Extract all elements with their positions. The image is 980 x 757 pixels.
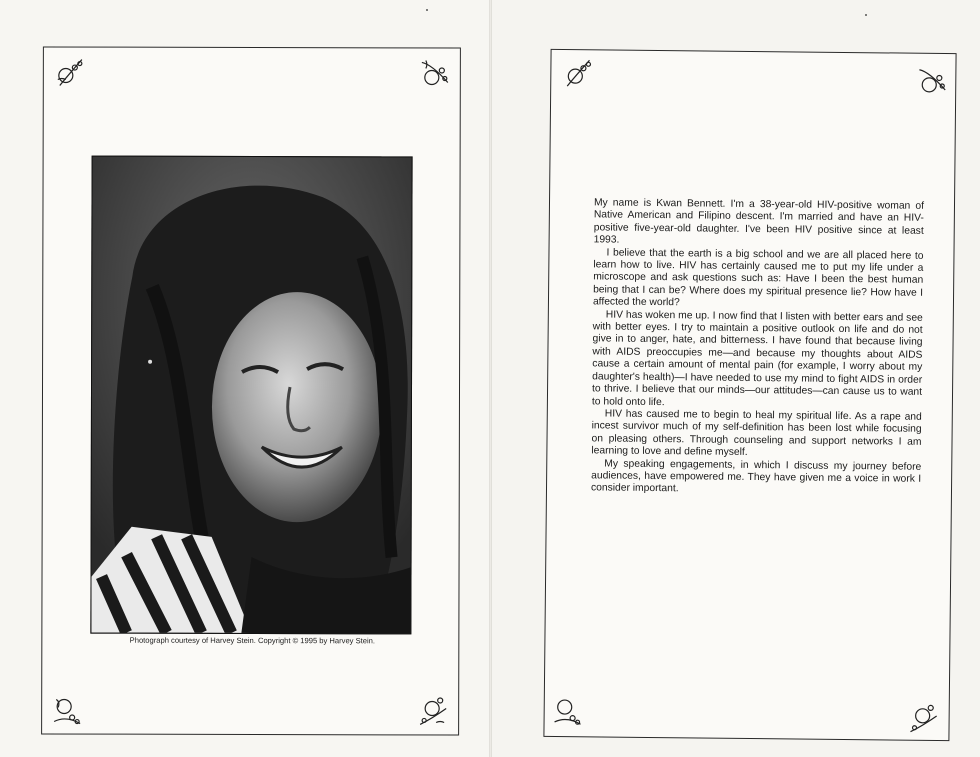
corner-flourish-icon: [416, 694, 450, 728]
corner-flourish-icon: [418, 56, 452, 90]
paragraph: HIV has caused me to begin to heal my spiritual life. As a rape and incest survivor much of my self-definition has been lost while focusing on pleasing others. Through counseling and support networks I am learning to love and define myself.: [591, 408, 922, 459]
paragraph: My name is Kwan Bennett. I'm a 38-year-old HIV-positive woman of Native American and Filipino descent. I'm married and have an HIV-positive five-year-old daughter. I've been HIV positive since at least 1993.: [593, 197, 925, 246]
paragraph: My speaking engagements, in which I discuss my journey before audiences, have empowered me. They have given me a voice in work I consider important.: [590, 458, 922, 495]
corner-flourish-icon: [551, 694, 585, 728]
portrait-photo: [90, 156, 412, 635]
corner-flourish-icon: [54, 55, 88, 89]
left-page-frame: [41, 46, 461, 735]
corner-flourish-icon: [915, 64, 949, 98]
corner-flourish-icon: [906, 702, 940, 736]
paragraph: HIV has woken me up. I now find that I listen with better ears and see with better eyes. I try to maintain a positive outlook on life and do not give in to anger, hate, and bitterness. I have found that because living with AIDS preoccupies me—and because my thoughts about AIDS cause a certain amount of mental pain (for example, I worry about my daughter's health)—I have needed to use my mind to fight AIDS in order to thrive. I believe that our minds—our attitudes—can cause us to want to hold onto life.: [591, 309, 923, 408]
paper-speck: [865, 14, 867, 16]
paragraph: I believe that the earth is a big school and we are all placed here to learn how to live. HIV has certainly caused me to put my life under a microscope and ask questions such as: Have I been the best human being that I can be? Where does my spiritual presence lie? How have I affected the world?: [592, 247, 924, 309]
right-page-frame: [543, 49, 956, 741]
personal-statement: [591, 197, 924, 498]
center-fold: [489, 0, 492, 757]
corner-flourish-icon: [561, 56, 595, 90]
paper-speck: [426, 9, 428, 11]
photo-caption: Photograph courtesy of Harvey Stein. Copyright © 1995 by Harvey Stein.: [129, 635, 376, 646]
corner-flourish-icon: [50, 693, 84, 727]
